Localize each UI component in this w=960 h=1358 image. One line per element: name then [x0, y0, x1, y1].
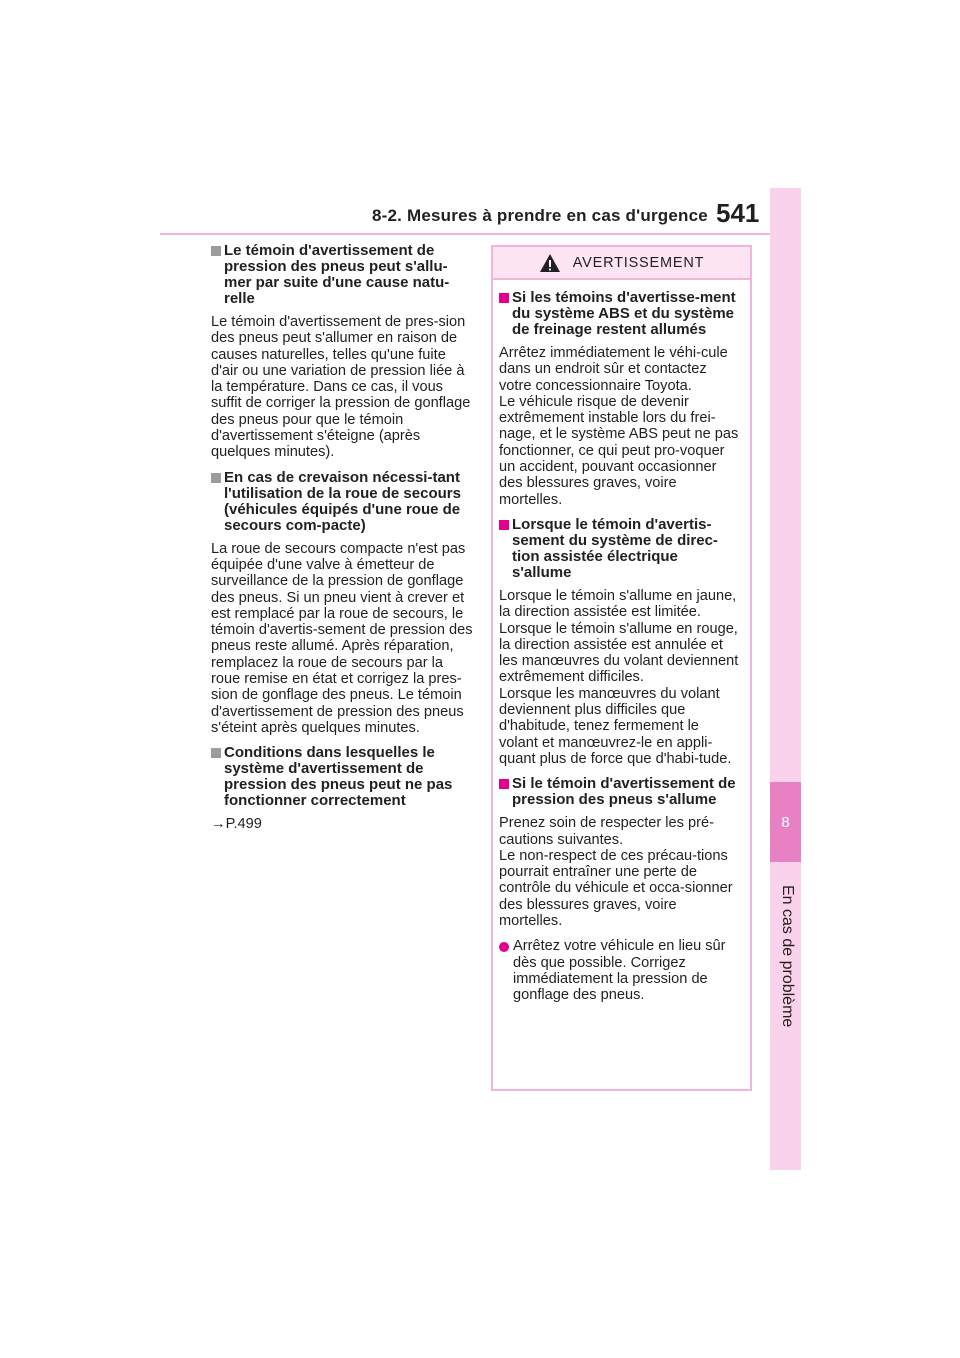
section-heading-text: Le témoin d'avertissement de pression des pneus peut s'allu-mer par suite d'une cause natu-relle [224, 242, 450, 307]
chapter-number-badge: 8 [770, 782, 801, 862]
square-bullet-icon [211, 748, 221, 758]
warning-text: Arrêtez immédiatement le véhi-cule dans un endroit sûr et contactez votre concessionnaire Toyota. [499, 345, 728, 394]
page-reference-link[interactable]: →P.499 [211, 816, 262, 833]
warning-bullet [499, 938, 740, 1003]
chapter-label: En cas de problème [779, 885, 796, 1028]
warning-heading [499, 290, 740, 338]
square-bullet-icon [211, 246, 221, 256]
warning-bullet-text: Arrêtez votre véhicule en lieu sûr dès que possible. Corrigez immédiatement la pression de gonflage des pneus. [513, 938, 726, 1004]
warning-title: AVERTISSEMENT [572, 254, 705, 271]
warning-heading-text: Lorsque le témoin d'avertis-sement du système de direc-tion assistée électrique s'allume [512, 515, 718, 581]
header-divider [160, 233, 800, 235]
section-body: La roue de secours compacte n'est pas équipée d'une valve à émetteur de surveillance de la pression de gonflage des pneus. Si un pneu vient à crever et est remplacé par la roue de secours, le témoin d'avertis-sement de pression des pneus reste allumé. Après réparation, remplacez la roue de secours par la roue remise en état et corrigez la pres-sion de gonflage des pneus. Le témoin d'avertissement de pression des pneus s'éteint après quelques minutes. [211, 540, 473, 736]
section-body: Le témoin d'avertissement de pres-sion des pneus peut s'allumer en raison de causes naturelles, telles qu'une fuite d'air ou une variation de pression liée à la température. Dans ce cas, il vous suffit de corriger la pression de gonflage des pneus pour que le témoin d'avertissement s'éteigne (après quelques minutes). [211, 314, 471, 461]
warning-box [491, 245, 752, 1091]
section-heading-text: En cas de crevaison nécessi-tant l'utilisation de la roue de secours (véhicules équipés d'une roue de secours com-pacte) [224, 468, 461, 534]
warning-heading-text: Si les témoins d'avertisse-ment du système ABS et du système de freinage restent allumés [512, 289, 736, 338]
warning-heading [499, 517, 740, 581]
warning-text: Prenez soin de respecter les pré-cautions suivantes. [499, 815, 714, 848]
section-heading [211, 745, 473, 809]
warning-text: Lorsque le témoin s'allume en jaune, la direction assistée est limitée. Lorsque le témoin s'allume en rouge, la direction assistée est annulée et les manœuvres du volant deviennent extrêmement difficiles. [499, 587, 739, 686]
warning-header [493, 247, 750, 280]
warning-text: Le non-respect de ces précau-tions pourrait entraîner une perte de contrôle du véhicule et occa-sionner des blessures graves, voire mortelles. [499, 847, 733, 930]
section-heading-text: Conditions dans lesquelles le système d'avertissement de pression des pneus peut ne pas fonctionner correctement [224, 744, 453, 810]
left-column [211, 243, 473, 832]
warning-heading [499, 776, 740, 808]
warning-triangle-icon [539, 253, 561, 273]
square-bullet-icon [499, 779, 509, 789]
section-heading [211, 470, 473, 534]
warning-heading-text: Si le témoin d'avertissement de pression des pneus s'allume [512, 775, 736, 809]
square-bullet-icon [211, 473, 221, 483]
square-bullet-icon [499, 293, 509, 303]
square-bullet-icon [499, 520, 509, 530]
warning-text: Lorsque les manœuvres du volant deviennent plus difficiles que d'habitude, tenez fermement le volant et manœuvrez-le en appli-quant plus de force que d'habi-tude. [499, 685, 732, 767]
warning-body [493, 280, 750, 1004]
warning-text: Le véhicule risque de devenir extrêmement instable lors du frei-nage, et le système ABS peut ne pas fonctionner, ce qui peut pro-voquer un accident, pouvant occasionner des blessures graves, voire mortelles. [499, 393, 739, 508]
circle-bullet-icon [499, 942, 509, 952]
section-title: 8-2. Mesures à prendre en cas d'urgence [372, 206, 708, 225]
page-number: 541 [716, 198, 760, 228]
section-heading [211, 243, 473, 307]
